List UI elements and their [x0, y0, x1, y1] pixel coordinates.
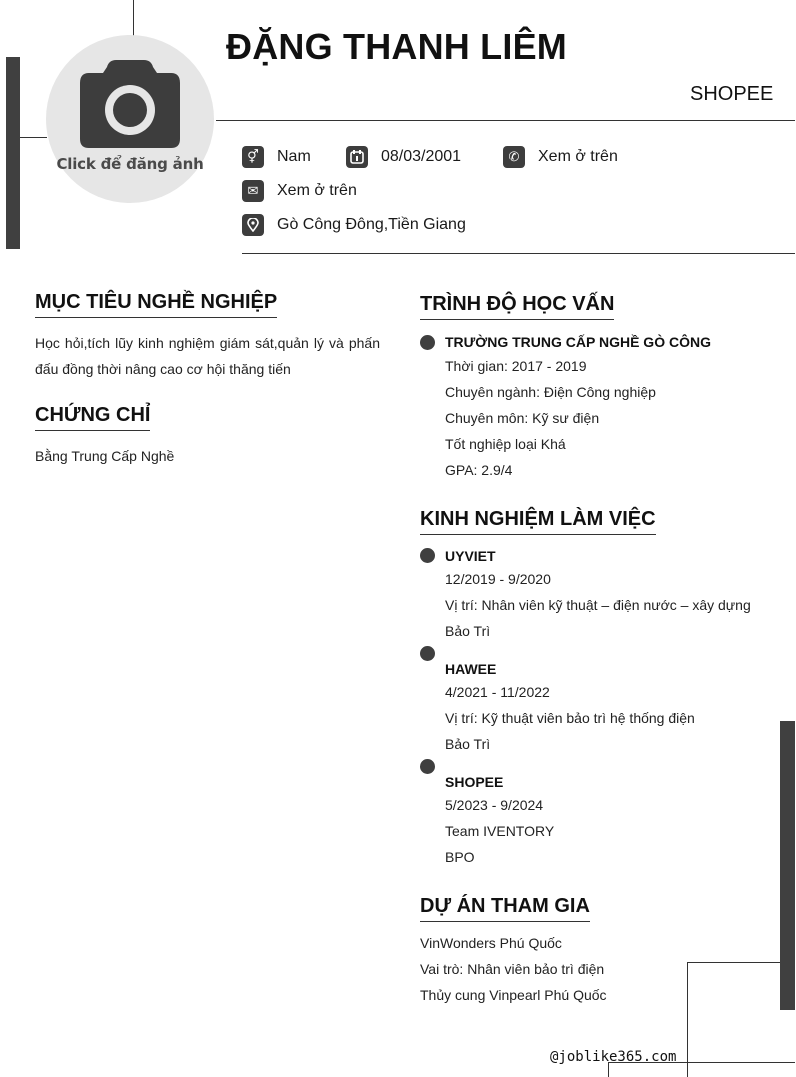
timeline-dot	[420, 759, 435, 774]
location-pin-icon	[242, 214, 264, 236]
job-line: Bảo Trì	[445, 736, 491, 752]
education-line: Chuyên ngành: Điện Công nghiệp	[445, 384, 656, 400]
header-divider	[216, 120, 795, 121]
objective-title: MỤC TIÊU NGHỀ NGHIỆP	[35, 291, 277, 318]
project-line: Thủy cung Vinpearl Phú Quốc	[420, 987, 607, 1003]
gender-value: Nam	[277, 148, 311, 165]
gender-icon: ⚥	[242, 146, 264, 168]
contact-divider	[242, 253, 795, 254]
right-accent-bar	[780, 721, 795, 1010]
job-line: Bảo Trì	[445, 623, 491, 639]
candidate-name: ĐẶNG THANH LIÊM	[226, 26, 567, 67]
education-details	[445, 353, 656, 483]
certificates-section	[35, 404, 150, 431]
projects-title: DỰ ÁN THAM GIA	[420, 895, 590, 922]
job-company: UYVIET	[445, 548, 496, 564]
education-line: Thời gian: 2017 - 2019	[445, 358, 587, 374]
education-line: GPA: 2.9/4	[445, 462, 513, 478]
project-line: VinWonders Phú Quốc	[420, 935, 562, 951]
contact-address	[242, 214, 466, 236]
experience-title: KINH NGHIỆM LÀM VIỆC	[420, 508, 656, 535]
job-line: 4/2021 - 11/2022	[445, 684, 550, 700]
education-title: TRÌNH ĐỘ HỌC VẤN	[420, 293, 614, 320]
projects-section	[420, 895, 590, 922]
corner-line-horizontal	[687, 962, 780, 963]
timeline-dot	[420, 646, 435, 661]
job-company: SHOPEE	[445, 774, 504, 790]
contact-birthdate	[346, 146, 461, 168]
job-details	[445, 792, 554, 870]
job-line: 5/2023 - 9/2024	[445, 797, 544, 813]
phone-value: Xem ở trên	[538, 148, 618, 165]
target-company: SHOPEE	[690, 83, 774, 105]
experience-section	[420, 508, 656, 535]
certificates-title: CHỨNG CHỈ	[35, 404, 150, 431]
address-value: Gò Công Đông,Tiền Giang	[277, 216, 466, 233]
contact-gender	[242, 146, 311, 168]
corner-line-vertical	[687, 962, 688, 1077]
contact-email	[242, 180, 357, 202]
camera-icon	[79, 59, 181, 149]
certificate-item: Bằng Trung Cấp Nghề	[35, 448, 175, 464]
birthdate-value: 08/03/2001	[381, 148, 462, 165]
job-line: Vị trí: Nhân viên kỹ thuật – điện nước – xây dựng	[445, 597, 751, 613]
phone-icon: ✆	[503, 146, 525, 168]
job-details	[445, 679, 695, 757]
contact-phone	[503, 146, 618, 168]
job-line: Team IVENTORY	[445, 823, 555, 839]
timeline-dot	[420, 335, 435, 350]
education-line: Chuyên môn: Kỹ sư điện	[445, 410, 600, 426]
school-name: TRƯỜNG TRUNG CẤP NGHỀ GÒ CÔNG	[445, 334, 711, 350]
project-line: Vai trò: Nhân viên bảo trì điện	[420, 961, 605, 977]
email-value: Xem ở trên	[277, 182, 357, 199]
avatar-connector-line	[20, 137, 47, 138]
education-section	[420, 293, 614, 320]
job-company: HAWEE	[445, 661, 497, 677]
left-accent-bar	[6, 57, 20, 249]
project-details	[420, 930, 607, 1008]
avatar-upload[interactable]	[46, 35, 214, 203]
mail-icon: ✉	[242, 180, 264, 202]
job-line: BPO	[445, 849, 475, 865]
education-line: Tốt nghiệp loại Khá	[445, 436, 566, 452]
avatar-caption: Click để đăng ảnh	[56, 155, 204, 173]
job-line: 12/2019 - 9/2020	[445, 571, 551, 587]
calendar-icon	[346, 146, 368, 168]
top-divider-line	[133, 0, 134, 36]
objective-text: Học hỏi,tích lũy kinh nghiệm giám sát,quản lý và phấn đấu đồng thời nâng cao cơ hội thăng tiến	[35, 335, 380, 377]
footer-watermark: @joblike365.com	[550, 1049, 677, 1065]
job-details	[445, 566, 751, 644]
timeline-dot	[420, 548, 435, 563]
objective-section	[35, 291, 277, 318]
job-line: Vị trí: Kỹ thuật viên bảo trì hệ thống điện	[445, 710, 695, 726]
